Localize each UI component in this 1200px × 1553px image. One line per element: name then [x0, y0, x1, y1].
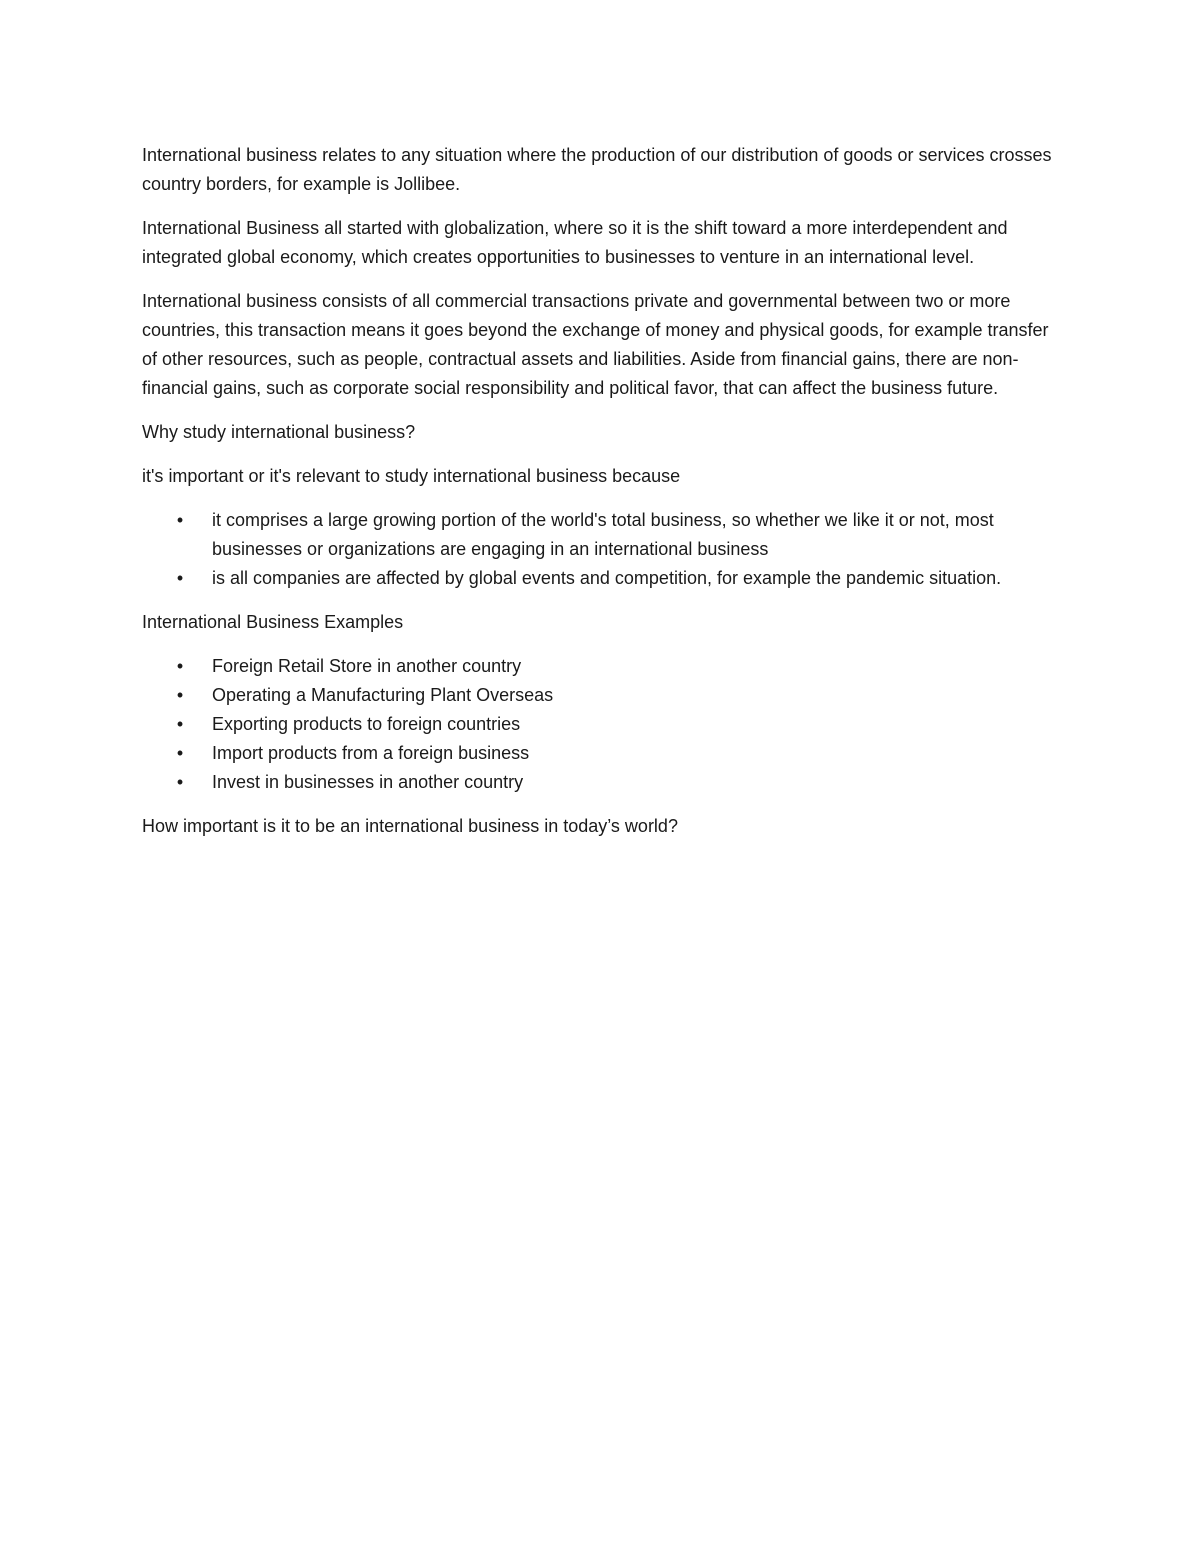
list-item — [142, 739, 1057, 768]
bullet-icon: • — [176, 772, 184, 792]
paragraph-intro-3: International business consists of all commercial transactions private and governmental between two or more countries, this transaction means it goes beyond the exchange of money and physical goods, for example transfer of other resources, such as people, contractual assets and liabilities. Aside from financial gains, there are non-financial gains, such as corporate social responsibility and political favor, that can affect the business future. — [142, 291, 1049, 398]
paragraph-intro-1: International business relates to any situation where the production of our distribution of goods or services crosses country borders, for example is Jollibee. — [142, 145, 1052, 194]
bullet-icon: • — [176, 510, 184, 530]
bullet-icon: • — [176, 656, 184, 676]
document-body — [142, 141, 1057, 856]
list-item — [142, 768, 1057, 797]
list-item-text: it comprises a large growing portion of the world's total business, so whether we like it or not, most businesses or organizations are engaging in an international business — [212, 510, 994, 559]
bullet-icon: • — [176, 743, 184, 763]
bullet-icon: • — [176, 714, 184, 734]
bullet-icon: • — [176, 568, 184, 588]
list-item — [142, 681, 1057, 710]
closing-question: How important is it to be an international business in today’s world? — [142, 816, 678, 836]
paragraph-intro-2: International Business all started with globalization, where so it is the shift toward a more interdependent and integrated global economy, which creates opportunities to businesses to venture in an international level. — [142, 218, 1008, 267]
list-item-text: Operating a Manufacturing Plant Overseas — [212, 685, 554, 705]
list-item — [142, 564, 1057, 593]
examples-list — [142, 652, 1057, 797]
list-item — [142, 652, 1057, 681]
list-item-text: Invest in businesses in another country — [212, 772, 524, 792]
list-item — [142, 506, 1057, 564]
list-item — [142, 710, 1057, 739]
list-item-text: Foreign Retail Store in another country — [212, 656, 522, 676]
why-study-intro: it's important or it's relevant to study international business because — [142, 466, 681, 486]
bullet-icon: • — [176, 685, 184, 705]
why-study-heading: Why study international business? — [142, 422, 416, 442]
list-item-text: Import products from a foreign business — [212, 743, 530, 763]
why-study-list — [142, 506, 1057, 593]
list-item-text: Exporting products to foreign countries — [212, 714, 521, 734]
examples-heading: International Business Examples — [142, 612, 404, 632]
list-item-text: is all companies are affected by global events and competition, for example the pandemic situation. — [212, 568, 1002, 588]
